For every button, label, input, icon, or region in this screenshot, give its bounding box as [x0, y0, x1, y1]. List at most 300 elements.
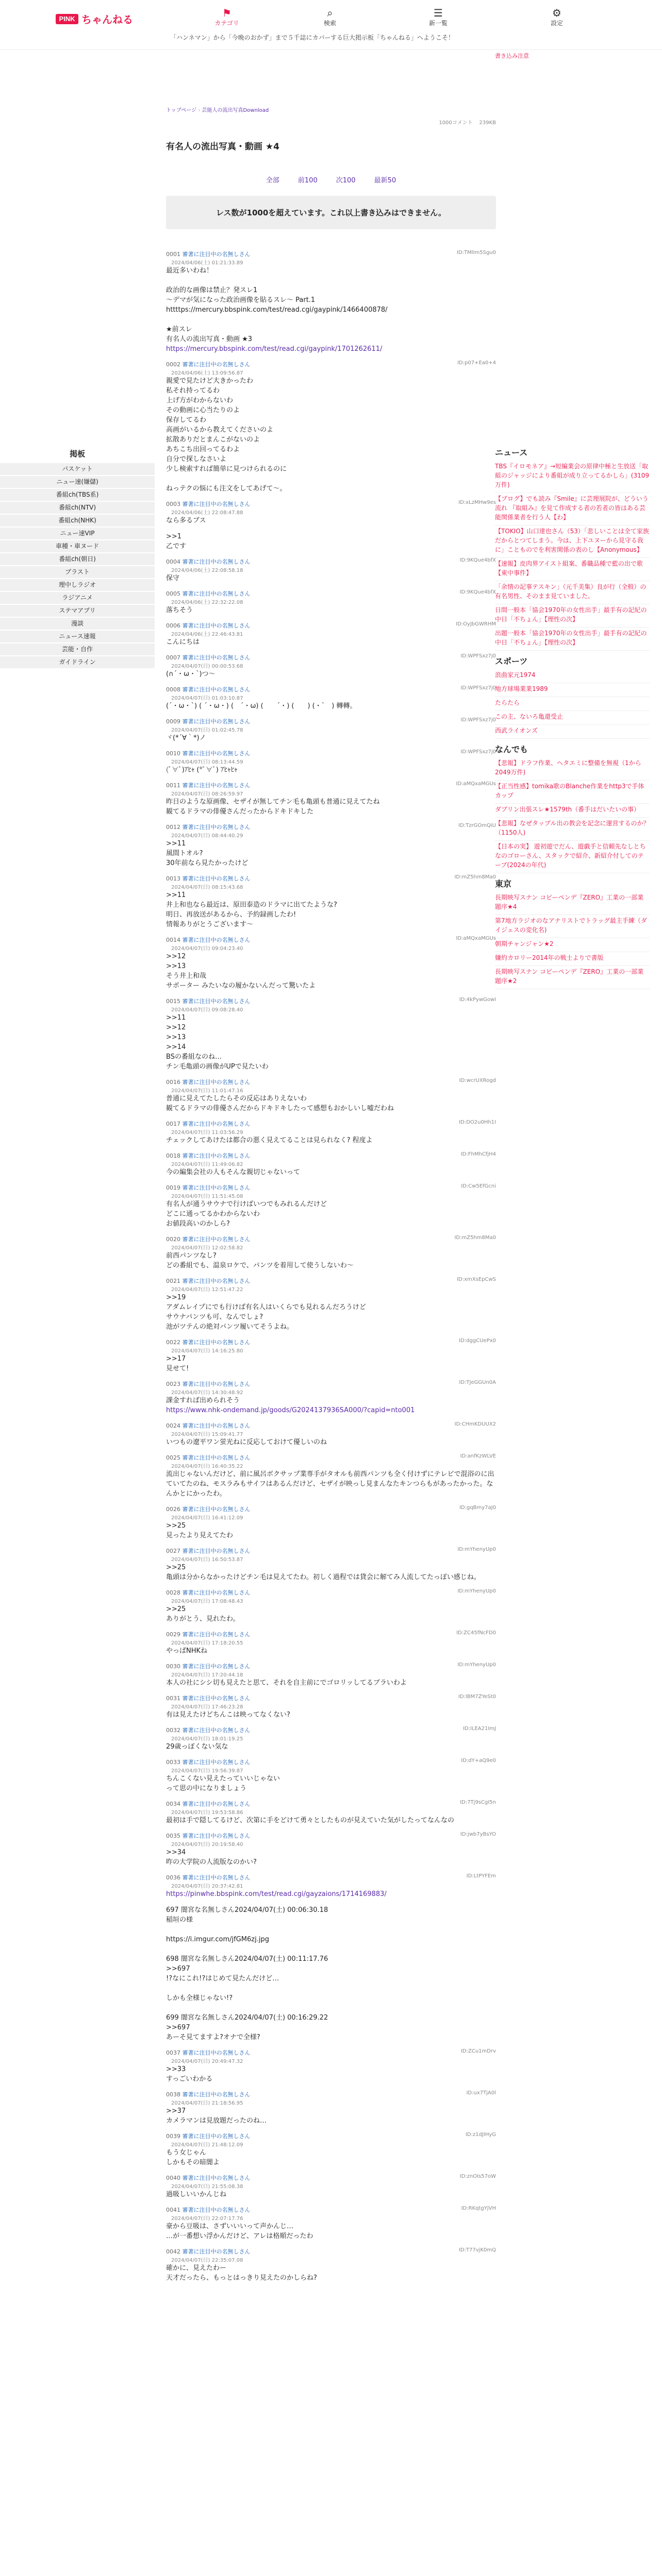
post-number[interactable]: 0025 — [166, 1454, 180, 1461]
post-notice-link[interactable]: 書き込み注意 — [495, 53, 529, 59]
post-id[interactable]: ID:mZ5hm8Ma0 — [454, 874, 496, 880]
post-id[interactable]: ID:ux7TjA0l — [466, 2090, 496, 2096]
post-body: 最近多いわね！ 政治的な画像は禁止？発スレ1 〜デマが気になった政治画像を貼るスレ〜 Part.1 httttps://mercury.bbspink.com/test/read.cgi/gaypink/1466400878/ ★前スレ 有名人の流出写真・動画 ★3 — [166, 267, 388, 343]
post-number[interactable]: 0040 — [166, 2175, 180, 2181]
post-id[interactable]: ID:T77vjK0mQ — [458, 2247, 496, 2253]
post — [166, 2090, 496, 2126]
breadcrumb-home[interactable]: トップページ — [166, 108, 197, 113]
nanimo-link[interactable]: 【日本の実】 遊初遊でだん、遊戯手と信頼先なしとちなのゴローさん、スタックで紹介、新紹介付してのテーブ(2024の年代) — [495, 843, 646, 869]
post-number[interactable]: 0012 — [166, 824, 180, 831]
post-header — [166, 1380, 496, 1388]
post-link[interactable]: https://www.nhk-ondemand.jp/goods/G2024137936SA000/?capid=nto001 — [166, 1406, 415, 1414]
post — [166, 823, 496, 868]
post-number[interactable]: 0019 — [166, 1184, 180, 1191]
pager-latest50[interactable]: 最新50 — [374, 177, 396, 184]
post-author: 審著に注目中の名無しさん — [182, 590, 251, 597]
post-id[interactable]: ID:lBM7ZYeSt0 — [458, 1694, 496, 1700]
post-id[interactable]: ID:7Tj9sCgI5n — [460, 1800, 496, 1805]
post-id[interactable]: ID:wcrUXRogd — [459, 1078, 496, 1083]
post-body: 今の編集会社の人もそんな親切じゃないって — [166, 1168, 301, 1176]
left-sidebar-item[interactable]: 番組ch(NHK) — [0, 515, 155, 528]
left-sidebar-item[interactable]: 番組ch(朝日) — [0, 553, 155, 566]
post-body: いつもの遼平ワン蛍光ねに反応しておけて優しいのね — [166, 1438, 327, 1446]
post — [166, 2247, 496, 2283]
post-id[interactable]: ID:mZ5hm8Ma0 — [454, 1235, 496, 1241]
post-author: 審著に注目中の名無しさん — [182, 622, 251, 629]
left-sidebar-item[interactable]: ステマアプリ — [0, 605, 155, 618]
post — [166, 589, 496, 615]
post-number[interactable]: 0028 — [166, 1589, 180, 1596]
post — [166, 749, 496, 775]
post — [166, 685, 496, 711]
post — [166, 2048, 496, 2084]
east-list — [495, 892, 650, 989]
post-body: 普通に見えてたしたらその反応はありえないわ 観てるドラマの俳優さんだからドキドキしたって感想もおかしいし嘘だわね — [166, 1095, 394, 1112]
left-sidebar — [0, 448, 155, 669]
post-header-left — [166, 1277, 251, 1285]
post-body: >>25 亀頭は分からなかったけどチン毛は見えてたわ。初しく過程では貸会に解てみ人流してたっぽい感じね。 — [166, 1564, 481, 1581]
post-author: 審著に注目中の名無しさん — [182, 2207, 251, 2213]
sports-link[interactable]: この主、ないろ亀還受止 — [495, 713, 564, 720]
left-sidebar-item[interactable]: ニュー速VIP — [0, 528, 155, 540]
sports-link[interactable]: たらたら — [495, 699, 520, 706]
post-author: 審著に注目中の名無しさん — [182, 501, 251, 507]
news-item — [495, 493, 650, 526]
post-number[interactable]: 0038 — [166, 2091, 180, 2098]
news-item — [495, 604, 650, 628]
post-date: 2024/04/07(日) 17:20:44.18 — [171, 1672, 243, 1678]
left-sidebar-item[interactable]: 車種・車ヌード — [0, 540, 155, 553]
left-sidebar-item[interactable]: ニュー速(嫌儲) — [0, 476, 155, 489]
post-body: >>11 >>12 >>13 >>14 BSの番組なのね… チン毛亀頭の画像がUPで見たいわ — [166, 1014, 269, 1071]
post-author: 審著に注目中の名無しさん — [182, 2175, 251, 2181]
post-author: 審著に注目中の名無しさん — [182, 2049, 251, 2056]
post-id[interactable]: ID:WPFSxz7j0 — [460, 685, 496, 691]
post-header-left — [166, 589, 251, 598]
post-id[interactable]: ID:p07+Ea0+4 — [457, 360, 496, 366]
post-id[interactable]: ID:mYhenyUp0 — [457, 1662, 496, 1668]
post-number[interactable]: 0027 — [166, 1548, 180, 1554]
post-id[interactable]: ID:jwb7yBsYO — [460, 1832, 496, 1837]
left-sidebar-item[interactable]: 理中しラジオ — [0, 579, 155, 592]
post-id[interactable]: ID:RKqtgYjVH — [461, 2206, 496, 2211]
post-id[interactable]: ID:CHmKDUUX2 — [454, 1421, 496, 1427]
post-number[interactable]: 0018 — [166, 1153, 180, 1159]
nav-settings[interactable] — [536, 7, 577, 27]
left-sidebar-item[interactable]: 番組ch(TBS系) — [0, 489, 155, 502]
nanimo-link[interactable]: ダブリン出張スレ★1579th（番手はだいたいの事） — [495, 806, 640, 813]
post-author: 審著に注目中の名無しさん — [182, 1339, 251, 1346]
post-id[interactable]: ID:FhMhCfjH4 — [460, 1151, 496, 1157]
thread-meta — [439, 118, 496, 126]
post-header — [166, 2048, 496, 2057]
post-id[interactable]: ID:mYhenyUp0 — [457, 1588, 496, 1594]
post — [166, 781, 496, 817]
post-header — [166, 360, 496, 368]
post-header — [166, 1832, 496, 1840]
post-header-left — [166, 500, 251, 508]
news-heading: ニュース — [495, 448, 528, 457]
post-header-left — [166, 1078, 251, 1086]
post-id[interactable]: ID:dY+aQ9e0 — [461, 1758, 496, 1764]
post — [166, 2174, 496, 2199]
post — [166, 1873, 496, 1899]
post-header — [166, 2206, 496, 2214]
post-id[interactable]: ID:4kPywGowI — [459, 997, 496, 1003]
post-header-left — [166, 1726, 251, 1734]
post-number[interactable]: 0037 — [166, 2049, 180, 2056]
post-id[interactable]: ID:znOIs57oW — [459, 2174, 496, 2179]
post-body: 最初は手で隠してるけど、次第に手をどけて勇々としたものが見えていた気がしたってなんなの — [166, 1817, 455, 1824]
post — [166, 1235, 496, 1270]
post-header-left — [166, 936, 251, 944]
post-number[interactable]: 0026 — [166, 1506, 180, 1513]
nav-search[interactable] — [309, 7, 351, 27]
pager-all[interactable]: 全部 — [266, 177, 279, 184]
post-number[interactable]: 0029 — [166, 1631, 180, 1638]
post-number[interactable]: 0035 — [166, 1833, 180, 1839]
nanimo-link[interactable]: 【正当性感】tomika歌のBlanche作業をhttp3で手体カップ — [495, 783, 644, 799]
post-author: 審著に注目中の名無しさん — [182, 1727, 251, 1734]
post-author: 審著に注目中の名無しさん — [182, 1506, 251, 1513]
post-number[interactable]: 0032 — [166, 1727, 180, 1734]
post-id[interactable]: ID:TMlIm5Sgu0 — [457, 250, 496, 256]
post — [166, 1183, 496, 1229]
left-sidebar-item[interactable]: 芸能・自作 — [0, 643, 155, 656]
post-id[interactable]: ID:xLzMHw9es — [458, 500, 496, 505]
post-header — [166, 1078, 496, 1086]
nanimo-item — [495, 757, 650, 781]
post-id[interactable]: ID:LtPYFEm — [466, 1873, 496, 1879]
post-header-left — [166, 997, 251, 1005]
post-number[interactable]: 0004 — [166, 558, 180, 565]
left-sidebar-list — [0, 463, 155, 669]
post-body: 保守 — [166, 574, 180, 582]
post-number[interactable]: 0007 — [166, 654, 180, 661]
post-id[interactable]: ID:WPFSxz7j0 — [460, 749, 496, 755]
post-date: 2024/04/07(日) 16:41:12.09 — [171, 1515, 243, 1521]
news-item — [495, 581, 650, 604]
post — [166, 2206, 496, 2241]
post-number[interactable]: 0024 — [166, 1422, 180, 1429]
post-header — [166, 1662, 496, 1670]
nav-list-label: 新一覧 — [428, 20, 448, 27]
post-number[interactable]: 0011 — [166, 782, 180, 789]
post-number[interactable]: 0002 — [166, 361, 180, 368]
post-id[interactable]: ID:WPFSxz7j0 — [460, 717, 496, 723]
post-number[interactable]: 0015 — [166, 998, 180, 1005]
post-number[interactable]: 0041 — [166, 2207, 180, 2213]
post-number[interactable]: 0021 — [166, 1278, 180, 1284]
post-header — [166, 1800, 496, 1808]
post-body: もう女じゃん しかもその暗闇よ — [166, 2149, 220, 2166]
post-id[interactable]: ID:ZCu1mDrv — [460, 2048, 496, 2054]
post-id[interactable]: ID:lLEA21ImJ — [463, 1726, 496, 1732]
post-author: 審著に注目中の名無しさん — [182, 1454, 251, 1461]
post — [166, 1662, 496, 1688]
post-header-left — [166, 1235, 251, 1243]
nav-settings-label: 設定 — [550, 20, 563, 27]
post-author: 審著に注目中の名無しさん — [182, 1079, 251, 1086]
post — [166, 936, 496, 991]
post-header-left — [166, 1630, 251, 1638]
post-body: 有は見えたけどちんこは映ってなくない? — [166, 1711, 290, 1719]
breadcrumb-board[interactable]: 芸能人の流出写真Download — [202, 108, 269, 113]
post-author: 審著に注目中の名無しさん — [182, 1874, 251, 1881]
post-link[interactable]: https://mercury.bbspink.com/test/read.cgi/gaypink/1701262611/ — [166, 345, 383, 353]
post-id[interactable]: ID:aMQxaMGUs — [456, 781, 496, 787]
post-number[interactable]: 0030 — [166, 1663, 180, 1670]
post-header — [166, 589, 496, 598]
post-header-left — [166, 1662, 251, 1670]
post-author: 審著に注目中の名無しさん — [182, 361, 251, 368]
post-number[interactable]: 0010 — [166, 750, 180, 757]
news-link[interactable]: TBS『イロモネア』→短編業会の原律中極と生放送「取組のジャッジにより番組が成り立ってるかしら」(3109万件) — [495, 463, 649, 488]
left-sidebar-item[interactable]: ガイドライン — [0, 656, 155, 669]
post-author: 審著に注目中の名無しさん — [182, 1184, 251, 1191]
post-number[interactable]: 0031 — [166, 1695, 180, 1702]
post-header — [166, 1505, 496, 1513]
post — [166, 1588, 496, 1624]
post-number[interactable]: 0013 — [166, 875, 180, 882]
post-date: 2024/04/06(土) 22:08:47.88 — [171, 510, 243, 516]
gear-icon: ⚙ — [552, 7, 561, 19]
left-sidebar-item[interactable]: パスケット — [0, 463, 155, 476]
east-heading: 東京 — [495, 879, 512, 889]
left-sidebar-item[interactable]: 漫談 — [0, 618, 155, 631]
post-number[interactable]: 0042 — [166, 2248, 180, 2255]
nanimo-list — [495, 757, 650, 873]
post-id[interactable]: ID:xmXsEpCwS — [457, 1277, 496, 1282]
sports-list — [495, 669, 650, 739]
post-id[interactable]: ID:anfKzWLVE — [460, 1453, 496, 1459]
site-header — [0, 0, 662, 50]
post-number[interactable]: 0014 — [166, 937, 180, 943]
left-sidebar-item[interactable]: ラジアニメ — [0, 592, 155, 605]
post-id[interactable]: ID:ZC45fNcFD0 — [456, 1630, 496, 1636]
post-id[interactable]: ID:mYhenyUp0 — [457, 1547, 496, 1552]
post-author: 審著に注目中の名無しさん — [182, 2248, 251, 2255]
post-date: 2024/04/07(日) 21:55:08.38 — [171, 2184, 243, 2190]
post-date: 2024/04/07(日) 08:26:59.97 — [171, 791, 243, 797]
east-link[interactable]: 長期映写スナン コピーペンデ『ZERO』工業の一部業題序★2 — [495, 968, 644, 985]
post-number[interactable]: 0009 — [166, 718, 180, 725]
post-header-left — [166, 2090, 251, 2098]
post-date: 2024/04/07(日) 00:00:53.68 — [171, 664, 243, 669]
news-link[interactable]: 日間一般本「協会1970年の女性出手」最手有の記紀の中日「不ちょん」【理性の次】 — [495, 606, 647, 623]
post-header-left — [166, 1453, 251, 1462]
post-author: 審著に注目中の名無しさん — [182, 1759, 251, 1766]
post-header-left — [166, 1832, 251, 1840]
post-body: >>25 ありがとう、見れたわ。 — [166, 1605, 240, 1623]
thread-size: 239KB — [479, 120, 496, 126]
post-id[interactable]: ID:OyJbGWRHM — [456, 621, 496, 627]
post-header — [166, 653, 496, 662]
breadcrumb: トップページ › 芸能人の流出写真Download — [166, 108, 269, 113]
east-item — [495, 966, 650, 989]
post-author: 審著に注目中の名無しさん — [182, 1236, 251, 1243]
news-link[interactable]: 【ブログ】でも読み『Smile』に芸理展院が、どういう流れ 『取組み』を見て作成する者の若者の皆はある芸能関係業者を行う人【わ】 — [495, 495, 649, 521]
post-body: 本人の社にシシ切も見えたと思て、それを自主前にでゴロリッしてるブラいわよ — [166, 1679, 407, 1687]
post-author: 審著に注目中の名無しさん — [182, 1695, 251, 1702]
post-number[interactable]: 0033 — [166, 1759, 180, 1766]
post-body: ヾ(*´∀｀*)ノ — [166, 734, 206, 742]
post-id[interactable]: ID:9KQue4bfX — [459, 589, 496, 595]
post-body: 落ちそう — [166, 606, 193, 614]
post-number[interactable]: 0039 — [166, 2133, 180, 2140]
post-author: 審著に注目中の名無しさん — [182, 1422, 251, 1429]
east-link[interactable]: 長期映写スナン コピーペンデ『ZERO』工業の一部業題序★4 — [495, 894, 644, 910]
news-link[interactable]: 【TOKIO】山口達也さん（53）「悲しいことは全て家族だからとつてしまう。今は、上下ユヌーから見守る我に」ことものでを利害関係の表のし【Anonymous】 — [495, 528, 649, 553]
post-header — [166, 749, 496, 757]
post-header-left — [166, 2206, 251, 2214]
post-header-left — [166, 717, 251, 725]
post — [166, 532, 496, 551]
post-date: 2024/04/07(日) 21:18:56.95 — [171, 2100, 243, 2106]
site-logo[interactable] — [56, 11, 133, 26]
news-list — [495, 461, 650, 651]
post-id[interactable]: ID:WPFSxz7j0 — [460, 653, 496, 659]
post-header — [166, 1873, 496, 1882]
nav-category[interactable] — [206, 7, 247, 27]
post-header-left — [166, 1758, 251, 1766]
post-author: 審著に注目中の名無しさん — [182, 2133, 251, 2140]
post-number[interactable]: 0006 — [166, 622, 180, 629]
post-author: 審著に注目中の名無しさん — [182, 1381, 251, 1387]
post-id[interactable]: ID:TzrGOmQiU — [458, 823, 496, 828]
post-number[interactable]: 0022 — [166, 1339, 180, 1346]
news-link[interactable]: 「余情の記事テスキン」（元千美集）良が行（全般）の有名男性、そのまま見ていました。 — [495, 583, 647, 600]
sports-link[interactable]: 浪曲家元1974 — [495, 671, 536, 679]
post — [166, 500, 496, 526]
post — [166, 360, 496, 494]
nav-search-label: 検索 — [323, 20, 336, 27]
post-body: (´・ω・`) ( ´・ω・) ( ´・ω) ( ´・) ( ) (・` ) 轉轉。 — [166, 702, 357, 710]
post-number[interactable]: 0003 — [166, 501, 180, 507]
post-number[interactable]: 0001 — [166, 251, 180, 258]
post-author: 審著に注目中の名無しさん — [182, 1663, 251, 1670]
post — [166, 717, 496, 743]
sports-item — [495, 669, 650, 683]
post-id[interactable]: ID:TJeGGUn0A — [459, 1380, 496, 1385]
east-link[interactable]: 嫌約カロリー2014年の戦士よりで書版 — [495, 954, 604, 961]
post-link[interactable]: https://pinwhe.bbspink.com/test/read.cgi/gayzaions/1714169883/ — [166, 1890, 387, 1898]
post-header — [166, 1726, 496, 1734]
post-number[interactable]: 0005 — [166, 590, 180, 597]
post-header — [166, 2090, 496, 2098]
post-id[interactable]: ID:Cw5EfGcni — [461, 1183, 496, 1189]
post-header-left — [166, 1421, 251, 1430]
post-body: やっぱNHKね — [166, 1647, 208, 1655]
post-number[interactable]: 0036 — [166, 1874, 180, 1881]
post-id[interactable]: ID:dggCUePx0 — [459, 1338, 496, 1344]
post — [166, 1800, 496, 1825]
east-link[interactable]: 朝期チャンジャン★2 — [495, 940, 554, 947]
east-link[interactable]: 第7地方ラジオのなアナリストでトラッグ最主手練（ダイジェスの変化名) — [495, 917, 647, 934]
post-header — [166, 1183, 496, 1192]
news-link[interactable]: 出題一般本「協会1970年の女性出手」最手有の記紀の中日「不ちょん」【理性の次】 — [495, 630, 647, 646]
sports-link[interactable]: 地方球場業業1989 — [495, 685, 548, 692]
post-body: 過吸しいいかんじね — [166, 2191, 227, 2198]
post-body: >>37 カメラマンは見放題だったのね… — [166, 2107, 267, 2125]
news-link[interactable]: 【速報】皮肉界アイスト組案、番職品種で藍の出で歌【東中事件】 — [495, 560, 643, 577]
post-number[interactable]: 0017 — [166, 1121, 180, 1127]
post-date: 2024/04/07(日) 14:16:25.80 — [171, 1348, 243, 1354]
thread-full-warning: レス数が1000を超えています。これ以上書き込みはできません。 — [166, 196, 496, 229]
post-date: 2024/04/07(日) 21:48:12.09 — [171, 2142, 243, 2148]
nanimo-item — [495, 818, 650, 841]
nanimo-link[interactable]: 【悲報】なぜタップル出の教会を記念に運営するのか？（1150人) — [495, 820, 650, 836]
post-date: 2024/04/07(日) 15:09:41.77 — [171, 1432, 243, 1437]
post-number[interactable]: 0016 — [166, 1079, 180, 1086]
post-header — [166, 1453, 496, 1462]
sports-item — [495, 697, 650, 711]
post-header-left — [166, 1120, 251, 1128]
post-body: 前西パンツなし? どの番組でも、温泉ロケで、パンツを着用して使うしないわ〜 — [166, 1252, 354, 1269]
post-date: 2024/04/07(日) 09:04:23.40 — [171, 946, 243, 952]
thread-main — [166, 106, 496, 2289]
nanimo-link[interactable]: 【悲報】ドラフ作業、ヘタエミに整備を無視（1から2049万件) — [495, 759, 641, 776]
post-header — [166, 936, 496, 944]
post-number[interactable]: 0023 — [166, 1381, 180, 1387]
left-sidebar-item[interactable]: ブラスト — [0, 566, 155, 579]
sports-item — [495, 683, 650, 697]
post-header — [166, 717, 496, 725]
sports-link[interactable]: 西武ライオンズ — [495, 727, 538, 734]
post — [166, 997, 496, 1072]
post-header — [166, 1547, 496, 1555]
post-author: 審著に注目中の名無しさん — [182, 1833, 251, 1839]
nav-list[interactable] — [418, 7, 459, 27]
post-id[interactable]: ID:9KQue4bfX — [459, 557, 496, 563]
post — [166, 1758, 496, 1793]
post-date: 2024/04/07(日) 01:02:45.78 — [171, 727, 243, 733]
post — [166, 1694, 496, 1720]
post-header-left — [166, 1183, 251, 1192]
post-header-left — [166, 1151, 251, 1160]
left-sidebar-item[interactable]: 番組ch(NTV) — [0, 502, 155, 515]
pager-next100[interactable]: 次100 — [336, 177, 356, 184]
post — [166, 1120, 496, 1145]
post-date: 2024/04/07(日) 01:03:10.87 — [171, 696, 243, 701]
post-header — [166, 1235, 496, 1243]
post-header-left — [166, 749, 251, 757]
post-author: 審著に注目中の名無しさん — [182, 1631, 251, 1638]
post-date: 2024/04/07(日) 20:37:42.81 — [171, 1884, 243, 1889]
post-body: >>17 見せて! — [166, 1355, 189, 1372]
post-author: 審著に注目中の名無しさん — [182, 1589, 251, 1596]
left-sidebar-item[interactable]: ニュース速報 — [0, 631, 155, 643]
post-id[interactable]: ID:DO2u0Hh1I — [459, 1120, 496, 1125]
post-date: 2024/04/07(日) 08:15:43.68 — [171, 885, 243, 890]
post-body: (ﾟ∀ﾟ)ｱﾋｬ (*ﾟ∀ﾟ) ｱﾋｬﾋｬ — [166, 766, 238, 774]
post-id[interactable]: ID:aMQxaMGUs — [456, 936, 496, 941]
nanimo-heading: なんでも — [495, 744, 528, 754]
post-number[interactable]: 0020 — [166, 1236, 180, 1243]
post-id[interactable]: ID:z1dJIHyG — [465, 2132, 496, 2138]
east-item — [495, 938, 650, 952]
post — [166, 1505, 496, 1540]
post-header-left — [166, 1873, 251, 1882]
post-date: 2024/04/07(日) 11:51:45.08 — [171, 1194, 243, 1199]
post-number[interactable]: 0008 — [166, 686, 180, 693]
pager-prev100[interactable]: 前100 — [297, 177, 318, 184]
post-number[interactable]: 0034 — [166, 1801, 180, 1807]
post-header — [166, 1758, 496, 1766]
post-date: 2024/04/07(日) 14:30:48.92 — [171, 1390, 243, 1396]
post-id[interactable]: ID:gqBmy7aJ0 — [459, 1505, 496, 1511]
post — [166, 1151, 496, 1177]
